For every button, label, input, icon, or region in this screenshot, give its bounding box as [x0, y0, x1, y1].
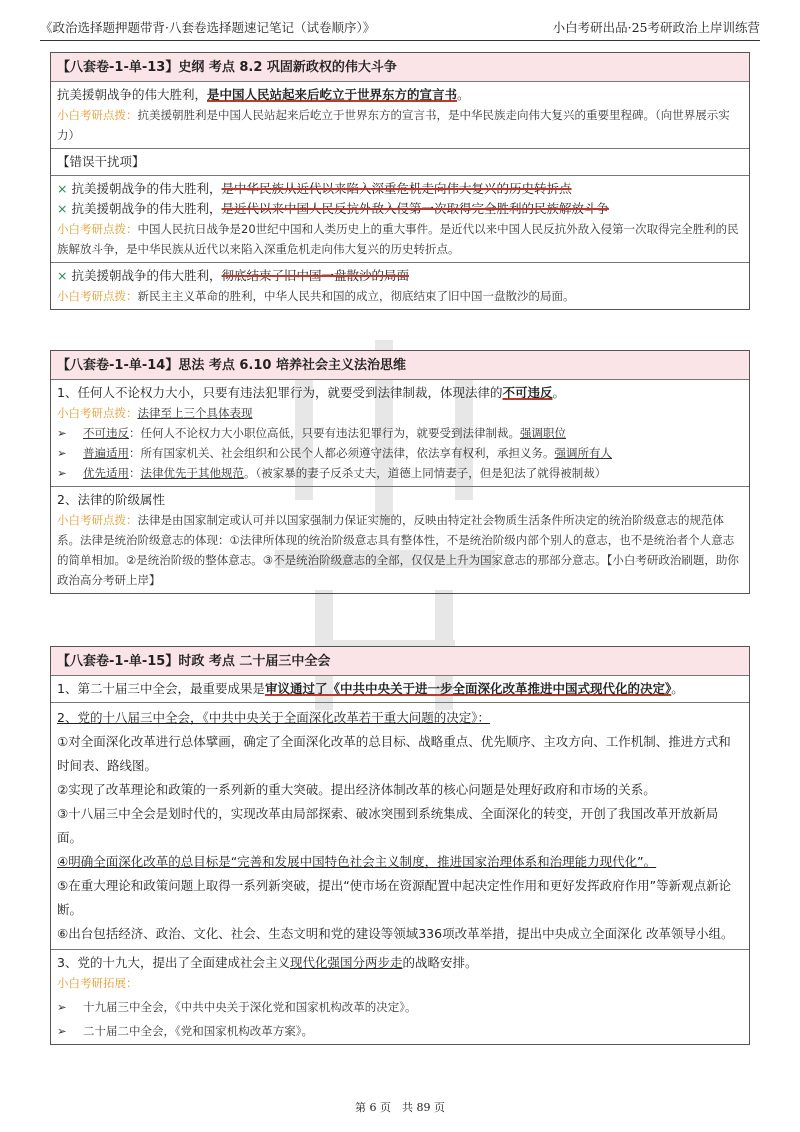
q14-item1-suffix: 。 — [552, 385, 565, 400]
ext-text: 二十届二中全会，《党和国家机构改革方案》。 — [83, 1024, 313, 1038]
q15-answer: 审议通过了《中共中央关于进一步全面深化改革推进中国式现代化的决定》 — [264, 681, 672, 696]
comment-text: 抗美援朝胜利是中国人民站起来后屹立于世界东方的宣言书，是中华民族走向伟大复兴的重要里程碑。（向世界展示实力） — [57, 108, 730, 142]
bullet-text: ： — [129, 466, 141, 480]
q13-card — [50, 52, 750, 310]
q15-item3-suffix: 的战略安排。 — [402, 955, 478, 970]
q13-stem-suffix: 。 — [457, 87, 470, 102]
cross-icon: × — [57, 268, 68, 283]
ext-text: 十九届三中全会，《中共中央关于深化党和国家机构改革的决定》。 — [83, 1000, 417, 1014]
q13-comment3 — [57, 286, 743, 306]
wrong-option: 是近代以来中国人民反抗外敌入侵第一次取得完全胜利的民族解放斗争 — [221, 201, 610, 216]
q14-bullet-1 — [57, 423, 743, 443]
q15-point: ③十八届三中全会是划时代的，实现改革由局部探索、破冰突围到系统集成、全面深化的转变，开创了我国改革开放新局面。 — [57, 806, 719, 845]
q13-wrong3-block — [51, 262, 749, 309]
arrow-icon: ➢ — [57, 446, 67, 460]
ext-label: 小白考研拓展： — [57, 976, 138, 990]
q15-point: ①对全面深化改革进行总体擘画，确定了全面深化改革的总目标、战略重点、优先顺序、主攻方向、工作机制、推进方式和时间表、路线图。 — [57, 734, 731, 773]
q14-card — [50, 350, 750, 594]
bullet-tail: 法律优先于其他规范 — [140, 466, 244, 480]
bullet-tail: 强调所有人 — [554, 446, 612, 460]
wrong-prefix: 抗美援朝战争的伟大胜利， — [71, 181, 222, 196]
q15-point: ⑤在重大理论和政策问题上取得一系列新突破，提出“使市场在资源配置中起决定性作用和更好发挥政府作用”等新观点新论断。 — [57, 878, 732, 917]
q14-comment — [57, 403, 743, 423]
bullet-term: 不可违反 — [83, 426, 129, 440]
arrow-icon: ➢ — [57, 466, 67, 480]
header-right: 小白考研出品·25考研政治上岸训练营 — [552, 20, 760, 35]
q13-stem-prefix: 抗美援朝战争的伟大胜利， — [57, 87, 208, 102]
bullet-term: 优先适用 — [83, 466, 129, 480]
page-header — [40, 14, 760, 41]
q13-wrong3 — [57, 266, 743, 286]
q15-item3 — [51, 949, 749, 1044]
q15-card — [50, 646, 750, 1045]
q15-ext-2 — [57, 1021, 743, 1041]
comment-text: 新民主主义革命的胜利，中华人民共和国的成立，彻底结束了旧中国一盘散沙的局面。 — [137, 289, 575, 303]
cross-icon: × — [57, 181, 68, 196]
q14-comment2 — [57, 510, 743, 590]
comment-label: 小白考研点拨： — [57, 289, 138, 303]
bullet-text: ：任何人不论权力大小职位高低，只要有违法犯罪行为，就要受到法律制裁。 — [129, 426, 520, 440]
cross-icon: × — [57, 201, 68, 216]
q13-wrong1 — [57, 179, 743, 199]
q13-comment2 — [57, 219, 743, 259]
q15-ext-1 — [57, 997, 743, 1017]
q15-ext-label — [57, 973, 743, 993]
q14-bullet-3 — [57, 463, 743, 483]
q13-answer: 是中国人民站起来后屹立于世界东方的宣言书 — [207, 87, 458, 102]
comment-title: 法律至上三个具体表现 — [137, 406, 253, 420]
bullet-tail: 强调职位 — [520, 426, 566, 440]
q15-item2-heading: 2、党的十八届三中全会，《中共中央关于全面深化改革若干重大问题的决定》： — [57, 710, 490, 725]
page-number: 第 6 页 共 89 页 — [355, 1101, 445, 1114]
q15-item1-suffix: 。 — [671, 681, 684, 696]
comment-label: 小白考研点拨： — [57, 406, 138, 420]
q15-point: ④明确全面深化改革的总目标是“完善和发展中国特色社会主义制度，推进国家治理体系和治理能力现代化”。 — [57, 854, 657, 869]
comment-text: 中国人民抗日战争是20世纪中国和人类历史上的重大事件。是近代以来中国人民反抗外敌入侵第一次取得完全胜利的民族解放斗争，是中华民族从近代以来陷入深重危机走向伟大复兴的历史转折点。 — [57, 222, 739, 256]
comment-label: 小白考研点拨： — [57, 222, 138, 236]
q13-title: 【八套卷-1-单-13】史纲 考点 8.2 巩固新政权的伟大斗争 — [51, 53, 749, 81]
q15-item3-key: 现代化强国分两步走 — [289, 955, 403, 970]
q15-point: ⑥出台包括经济、政治、文化、社会、生态文明和党的建设等领域336项改革举措，提出中央成立全面深化 改革领导小组。 — [57, 926, 734, 941]
q15-item2 — [51, 702, 749, 949]
q15-item1 — [51, 675, 749, 702]
bullet-extra: 。（被家暴的妻子反杀丈夫，道德上同情妻子，但是犯法了就得被制裁） — [244, 466, 607, 480]
q15-item3-prefix: 3、党的十九大，提出了全面建成社会主义 — [57, 955, 290, 970]
arrow-icon: ➢ — [57, 426, 67, 440]
q15-point: ②实现了改革理论和政策的一系列新的重大突破。提出经济体制改革的核心问题是处理好政府和市场的关系。 — [57, 782, 656, 797]
q14-answer: 不可违反 — [502, 385, 553, 400]
wrong-option: 彻底结束了旧中国一盘散沙的局面 — [221, 268, 410, 283]
header-left: 《政治选择题押题带背·八套卷选择题速记笔记（试卷顺序）》 — [40, 20, 376, 35]
bullet-term: 普遍适用 — [83, 446, 129, 460]
comment-label: 小白考研点拨： — [57, 108, 138, 122]
comment-text: 法律是由国家制定或认可并以国家强制力保证实施的，反映由特定社会物质生活条件所决定的统治阶级意志的规范体系。法律是统治阶级意志的体现：①法律所体现的统治阶级意志具有整体性，不是统治阶级内部个别人的意志，也不是统治者个人意志的简单相加。②是统治阶级的整体意志。③不是统治阶级意志的全部，仅仅是上升为国家意志的那部分意志。【小白考研政治刷题，助你政治高分考研上岸】 — [57, 513, 739, 587]
q14-item2 — [51, 486, 749, 593]
q13-wrong2 — [57, 199, 743, 219]
q13-distractor-header: 【错误干扰项】 — [51, 148, 749, 175]
q13-stem — [51, 81, 749, 148]
q14-item1 — [51, 379, 749, 486]
q13-comment — [57, 105, 743, 145]
q14-item1-prefix: 1、任何人不论权力大小，只要有违法犯罪行为，就要受到法律制裁，体现法律的 — [57, 385, 503, 400]
wrong-option: 是中华民族从近代以来陷入深重危机走向伟大复兴的历史转折点 — [221, 181, 572, 196]
wrong-prefix: 抗美援朝战争的伟大胜利， — [71, 201, 222, 216]
q14-bullet-2 — [57, 443, 743, 463]
q14-title: 【八套卷-1-单-14】思法 考点 6.10 培养社会主义法治思维 — [51, 351, 749, 379]
bullet-text: ：所有国家机关、社会组织和公民个人都必须遵守法律，依法享有权利，承担义务。 — [129, 446, 555, 460]
q13-wrong-block — [51, 175, 749, 262]
q15-item1-prefix: 1、第二十届三中全会，最重要成果是 — [57, 681, 265, 696]
arrow-icon: ➢ — [57, 1000, 67, 1014]
comment-label: 小白考研点拨： — [57, 513, 138, 527]
q14-item2-heading: 2、法律的阶级属性 — [57, 492, 165, 507]
q15-title: 【八套卷-1-单-15】时政 考点 二十届三中全会 — [51, 647, 749, 675]
wrong-prefix: 抗美援朝战争的伟大胜利， — [71, 268, 222, 283]
arrow-icon: ➢ — [57, 1024, 67, 1038]
